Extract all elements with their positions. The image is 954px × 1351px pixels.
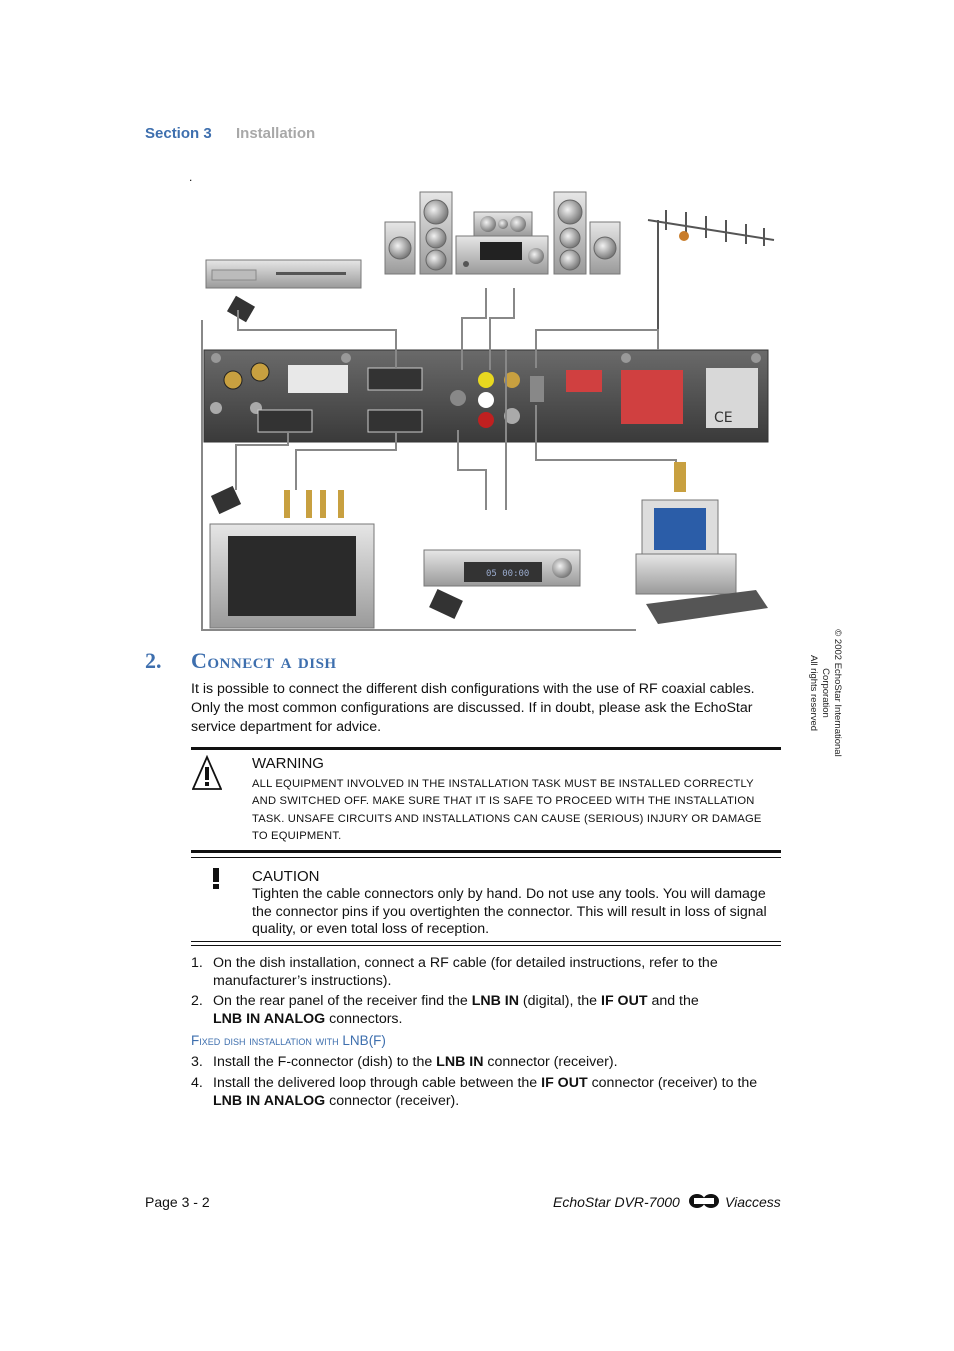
step-text: On the rear panel of the receiver find the LNB IN (digital), the IF OUT and the LNB IN ANALOG connectors. (213, 993, 699, 1027)
copyright-line-1: © 2002 EchoStar International Corporation (820, 629, 843, 757)
step-text: Install the delivered loop through cable between the IF OUT connector (receiver) to the LNB IN ANALOG connector (receiver). (213, 1075, 758, 1109)
page-number: Page 3 - 2 (145, 1194, 210, 1210)
copyright-line-2: All rights reserved (808, 654, 819, 732)
television (210, 486, 374, 628)
antenna (648, 210, 774, 350)
intro-paragraph: It is possible to connect the different dish configurations with the use of RF coaxial cables. Only the most common configurations are discussed. If in doubt, please ask the EchoStar service department for advice. (191, 681, 755, 735)
list-item (191, 1075, 781, 1111)
connection-diagram (196, 190, 778, 636)
section-title: Connect a dish (191, 648, 337, 673)
warning-text: ALL EQUIPMENT INVOLVED IN THE INSTALLATION TASK MUST BE INSTALLED CORRECTLY AND SWITCHED OFF. MAKE SURE THAT IT IS SAFE TO PROCEED WITH THE INSTALLATION TASK. UNSAFE CIRCUITS AND INSTALLATIONS CAN CAUSE (SERIOUS) INJURY OR DAMAGE TO EQUIPMENT. (252, 778, 762, 842)
step-number: 2. (191, 993, 203, 1009)
caution-top-rule (191, 857, 781, 858)
receiver-back-panel (204, 350, 768, 442)
speaker-front-left (385, 222, 415, 274)
list-item (191, 993, 781, 1029)
stray-dot: . (189, 170, 193, 184)
product-name: EchoStar DVR-7000 (553, 1194, 680, 1210)
subheading: Fixed dish installation with LNB(F) (191, 1033, 386, 1048)
header-title: Installation (236, 125, 316, 142)
copyright-notice (807, 628, 843, 758)
video-recorder (424, 550, 580, 619)
header-section: Section 3 (145, 125, 212, 142)
speaker-front-right (590, 222, 620, 274)
warning-icon (192, 755, 222, 796)
step-number: 4. (191, 1075, 203, 1091)
step-text: On the dish installation, connect a RF cable (for detailed instructions, refer to the manufacturer’s instructions). (213, 955, 718, 989)
list-item (191, 1054, 781, 1072)
step-number: 1. (191, 955, 203, 971)
section-number: 2. (145, 648, 162, 673)
brand-name: Viaccess (725, 1194, 781, 1210)
echostar-logo-icon (688, 1193, 720, 1214)
speaker-left (420, 192, 452, 274)
av-amplifier (456, 236, 548, 274)
caution-text: Tighten the cable connectors only by hand. Do not use any tools. You will damage the connector pins if you overtighten the connector. This will result in loss of signal quality, or even total loss of reception. (252, 886, 767, 937)
speaker-right (554, 192, 586, 274)
caution-title: CAUTION (252, 868, 320, 885)
warning-title: WARNING (252, 755, 324, 772)
caution-bottom-rule-2 (191, 945, 781, 946)
warning-bottom-rule (191, 850, 781, 853)
center-speaker (474, 212, 532, 236)
caution-icon (212, 868, 220, 895)
vcr-top (206, 260, 361, 322)
recorder-clock: 05 00:00 (486, 569, 530, 579)
caution-bottom-rule-1 (191, 941, 781, 942)
step-text: Install the F-connector (dish) to the LNB IN connector (receiver). (213, 1054, 618, 1070)
list-item (191, 955, 781, 991)
warning-top-rule (191, 747, 781, 750)
computer (636, 462, 768, 624)
svg-text:CE: CE (714, 410, 733, 426)
step-number: 3. (191, 1054, 203, 1070)
